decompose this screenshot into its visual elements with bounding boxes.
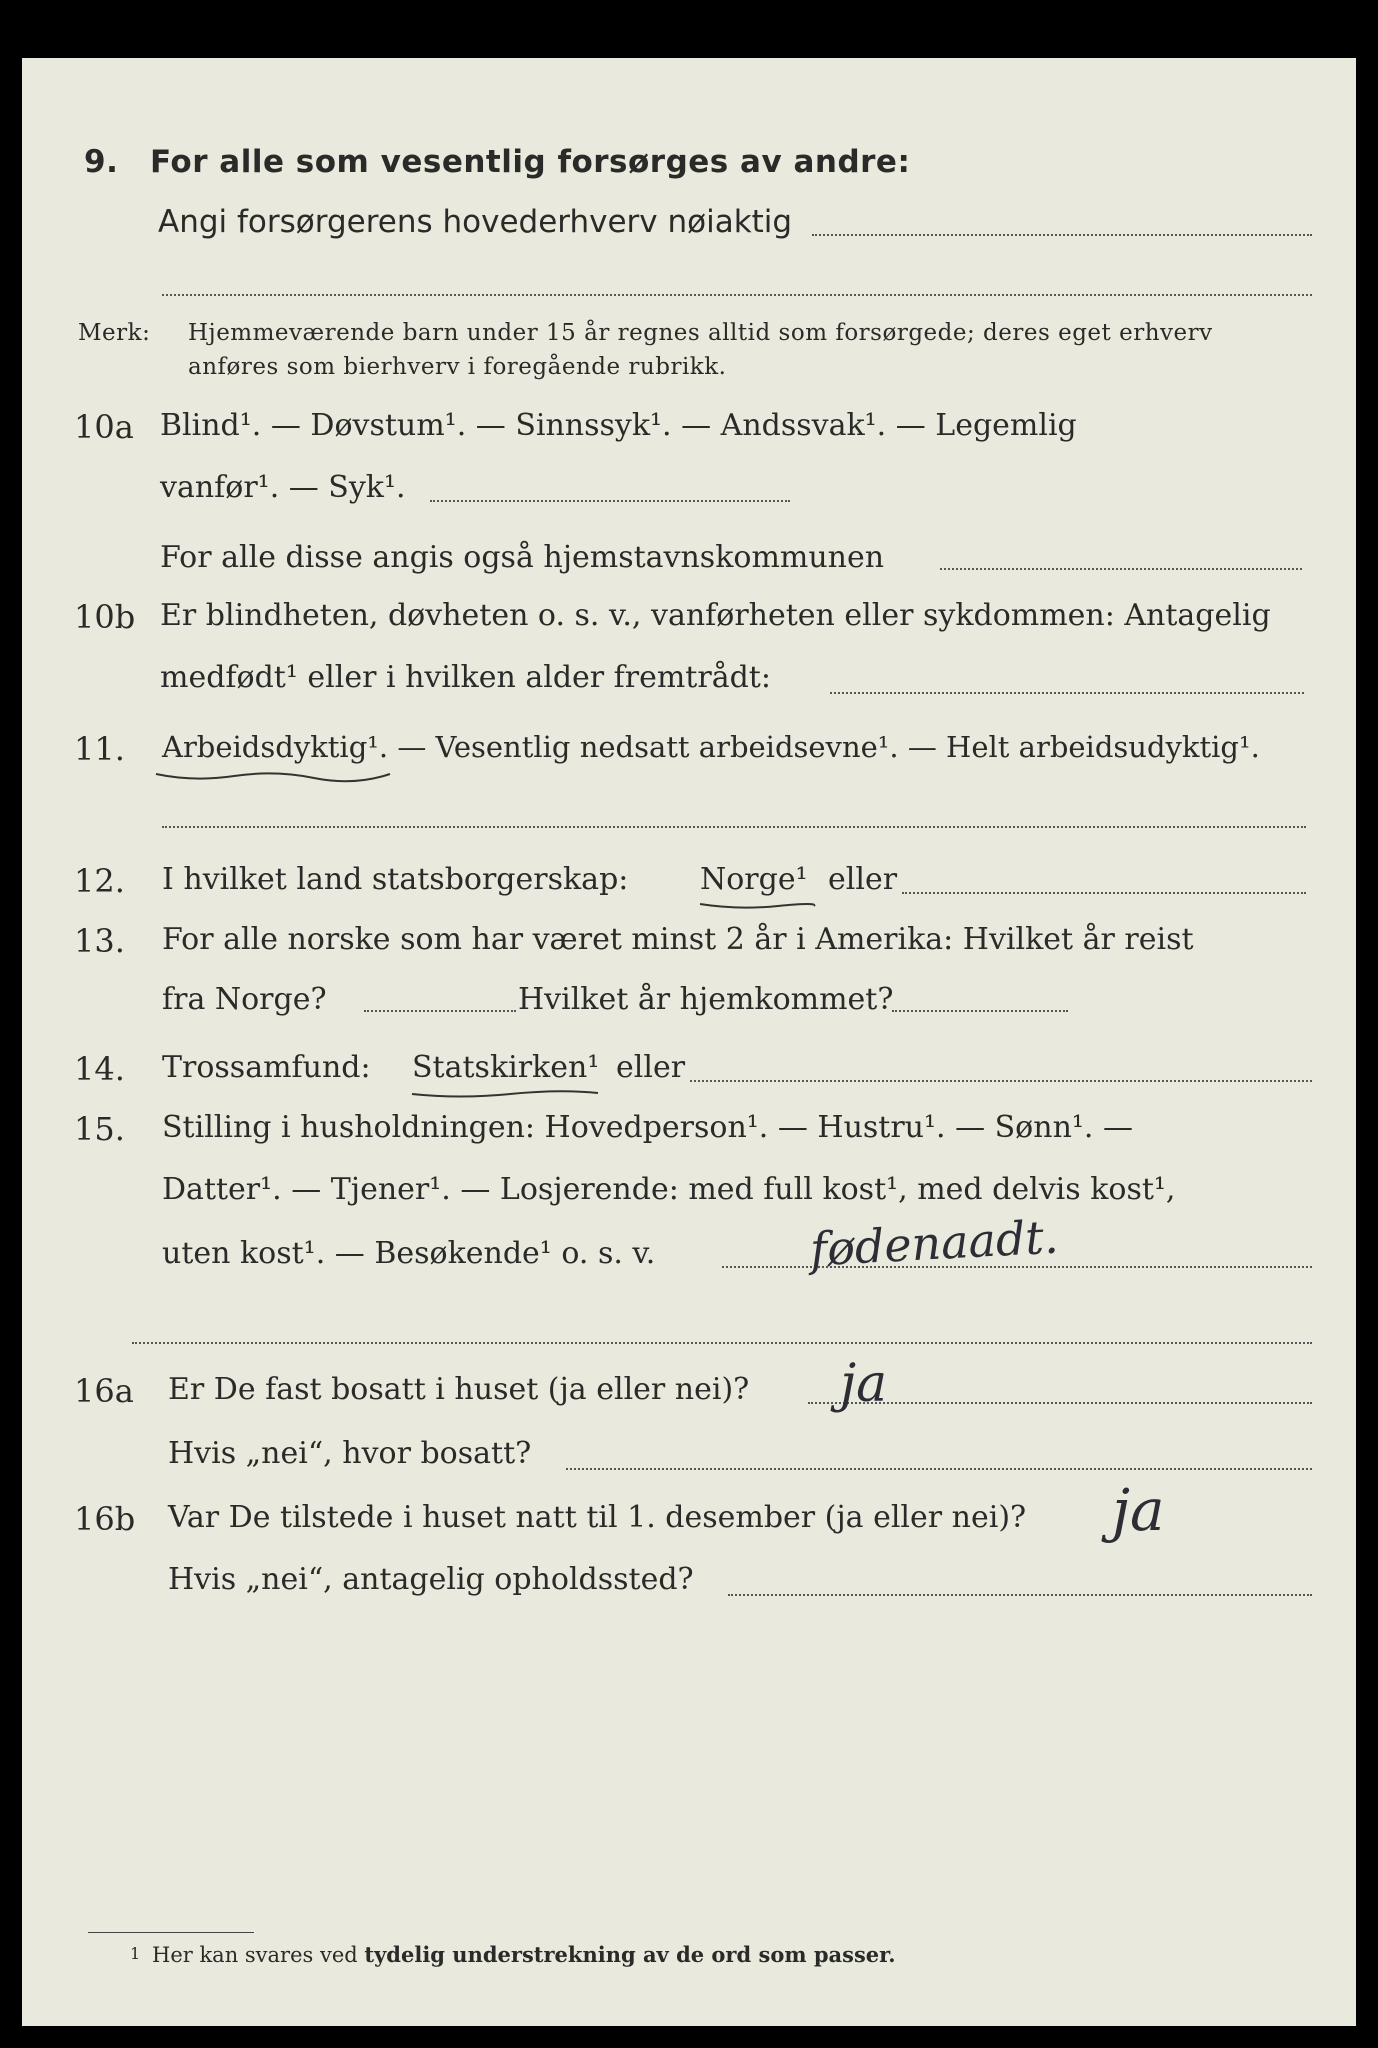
q9-prompt: Angi forsørgerens hovederhverv nøiaktig (158, 204, 793, 240)
q12-answer-line (902, 892, 1306, 894)
footnote-rule (88, 1932, 254, 1933)
census-form-page (22, 58, 1356, 2026)
q13-left-year-line (364, 1010, 516, 1012)
q14-prompt: Trossamfund: (162, 1050, 371, 1085)
q10a-text-1: Blind¹. — Døvstum¹. — Sinnssyk¹. — Andssvak¹. — Legemlig (160, 408, 1077, 443)
merk-text-2: anføres som bierhverv i foregående rubrikk. (188, 354, 727, 380)
q10b-answer-line (830, 692, 1304, 694)
merk-text-1: Hjemmeværende barn under 15 år regnes alltid som forsørgede; deres eget erhverv (188, 320, 1213, 346)
q11-handwritten-underline (154, 766, 394, 784)
q13-return-year-line (892, 1010, 1068, 1012)
q10b-number: 10b (74, 598, 136, 636)
q13-text-2b: Hvilket år hjemkommet? (518, 982, 894, 1017)
footnote-marker: 1 (130, 1944, 141, 1963)
footnote-text (152, 1942, 896, 1967)
q10a-text-3: For alle disse angis også hjemstavnskommunen (160, 540, 885, 575)
q9-answer-line (812, 234, 1312, 236)
merk-label: Merk: (78, 320, 151, 346)
q16a-text-1: Er De fast bosatt i huset (ja eller nei)? (168, 1372, 750, 1407)
q9-title: For alle som vesentlig forsørges av andre: (150, 144, 911, 180)
q16b-text-1: Var De tilstede i huset natt til 1. desember (ja eller nei)? (168, 1500, 1027, 1535)
q13-text-2a: fra Norge? (162, 982, 327, 1017)
q14-answer-statskirken: Statskirken¹ (412, 1050, 600, 1085)
q16b-text-2: Hvis „nei“, antagelig opholdssted? (168, 1562, 694, 1597)
q9-number: 9. (84, 144, 119, 180)
q10b-text-2: medfødt¹ eller i hvilken alder fremtrådt: (160, 660, 771, 695)
q16a-handwritten-answer: ja (840, 1354, 888, 1414)
q12-answer-norge: Norge¹ (700, 862, 808, 897)
q15-handwritten-answer: fødenaadt. (808, 1209, 1060, 1277)
footnote-text-bold: tydelig understrekning av de ord som passer. (364, 1942, 896, 1967)
q11-text: Arbeidsdyktig¹. — Vesentlig nedsatt arbeidsevne¹. — Helt arbeidsudyktig¹. (162, 730, 1260, 764)
q16b-location-line (728, 1594, 1312, 1596)
q13-text-1: For alle norske som har været minst 2 år i Amerika: Hvilket år reist (162, 922, 1194, 957)
q15-text-2: Datter¹. — Tjener¹. — Losjerende: med full kost¹, med delvis kost¹, (162, 1172, 1176, 1207)
q15-number: 15. (74, 1110, 125, 1148)
q9-answer-line-2 (162, 294, 1312, 296)
q14-handwritten-underline (410, 1088, 600, 1100)
q10a-answer-line (430, 500, 790, 502)
q16b-number: 16b (74, 1500, 136, 1538)
q13-number: 13. (74, 922, 125, 960)
q14-number: 14. (74, 1050, 125, 1088)
q15-text-1: Stilling i husholdningen: Hovedperson¹. — Hustru¹. — Sønn¹. — (162, 1110, 1133, 1145)
q14-answer-line (690, 1080, 1312, 1082)
q11-answer-line (162, 826, 1306, 828)
q10a-municipality-line (940, 568, 1302, 570)
q16a-location-line (566, 1468, 1312, 1470)
q10b-text-1: Er blindheten, døvheten o. s. v., vanførheten eller sykdommen: Antagelig (160, 598, 1271, 633)
q12-handwritten-underline (698, 900, 816, 912)
q12-suffix: eller (828, 862, 898, 897)
q14-suffix: eller (616, 1050, 686, 1085)
q11-number: 11. (74, 730, 125, 768)
q15-text-3: uten kost¹. — Besøkende¹ o. s. v. (162, 1236, 656, 1271)
q16a-text-2: Hvis „nei“, hvor bosatt? (168, 1436, 532, 1471)
q16b-handwritten-answer: ja (1112, 1476, 1165, 1544)
q12-number: 12. (74, 862, 125, 900)
q16a-number: 16a (74, 1372, 134, 1410)
q15-answer-line-2 (132, 1342, 1312, 1344)
footnote-text-plain: Her kan svares ved (152, 1943, 358, 1967)
q10a-text-2: vanfør¹. — Syk¹. (160, 470, 406, 505)
q10a-number: 10a (74, 408, 134, 446)
q12-prompt: I hvilket land statsborgerskap: (162, 862, 629, 897)
